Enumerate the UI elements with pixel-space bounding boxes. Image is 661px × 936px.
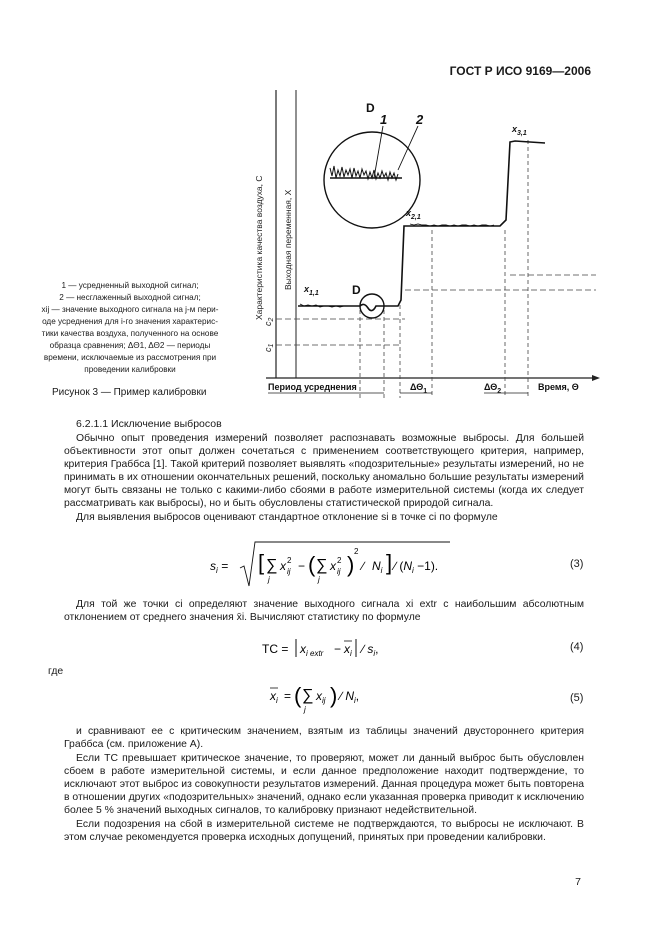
svg-text:xi: $x_i$: [344, 642, 352, 658]
document-header: ГОСТ Р ИСО 9169—2006: [449, 64, 591, 78]
svg-text:TC =: TC =: [262, 642, 289, 656]
label-x31: $x_{3,1}$: [512, 124, 527, 137]
svg-text:∕ Ni,: ∕ $N_i$,: [340, 689, 360, 705]
y-axis-label-outer: Характеристика качества воздуха, C: [254, 175, 264, 320]
paragraph-6: [64, 818, 584, 844]
paragraph-4: [64, 725, 584, 751]
output-signal-noise: [300, 224, 494, 307]
svg-text:2: 2: [287, 556, 292, 565]
where-label: где: [48, 666, 64, 677]
legend-line: образца сравнения; ΔΘ1, ΔΘ2 — периоды: [49, 341, 211, 350]
svg-text:xij: $x_{ij}$: [316, 689, 326, 705]
label-x11: $x_{1,1}$: [304, 284, 319, 297]
delta2-label: $\Delta\Theta_2$: [484, 382, 502, 395]
equation-4: [262, 636, 402, 666]
svg-text:si =: $s_i$ =: [210, 559, 229, 575]
svg-text:): ): [330, 683, 338, 708]
legend-line: проведении калибровки: [84, 365, 176, 374]
svg-text:(: (: [308, 552, 316, 577]
svg-text:j: j: [318, 575, 320, 584]
equation-3: [210, 540, 450, 596]
section-number: 6.2.1.1: [76, 418, 109, 430]
inset-label-2: 2: [416, 112, 424, 127]
svg-text:j: j: [304, 705, 306, 714]
svg-text:Ni: $N_i$: [372, 559, 383, 575]
x-axis-arrow: [592, 375, 600, 381]
svg-text:[: [: [258, 550, 265, 575]
svg-text:∕: ∕: [362, 559, 365, 573]
svg-text:(: (: [294, 683, 302, 708]
inset-D-label: D: [366, 101, 375, 115]
svg-text:∑: ∑: [266, 557, 278, 574]
equation-4-number: (4): [570, 641, 584, 653]
paragraph-text: и сравнивают ее с критическим значением, взятым из таблицы значений двустороннего критерия Граббса (см. приложение А).: [64, 726, 584, 750]
figure-caption: Рисунок 3 — Пример калибровки: [52, 387, 207, 398]
y-axis-label-inner: Выходная переменная, X: [283, 189, 293, 290]
section-heading: [76, 418, 222, 430]
legend-line: xij — значение выходного сигнала на j-м пери-: [41, 305, 219, 314]
svg-text:j: j: [268, 575, 270, 584]
section-title: Исключение выбросов: [111, 418, 222, 430]
label-x21: $x_{2,1}$: [406, 208, 421, 221]
paragraph-5: [64, 752, 584, 817]
legend-line: тики качества воздуха, полученного на основе: [41, 329, 219, 338]
equation-5: [268, 678, 388, 724]
svg-text:∑: ∑: [302, 687, 314, 704]
equation-5-svg: [268, 678, 388, 720]
svg-text:∑: ∑: [316, 557, 328, 574]
paragraph-text: Для той же точки ci определяют значение выходного сигнала xi extr с наибольшим абсолютным отклонением от среднего значения x̄i. Вычисляют статистику по формуле: [64, 599, 584, 623]
calibration-figure: [0, 0, 661, 420]
svg-text:−: −: [298, 559, 306, 573]
svg-text:ij: ij: [287, 567, 291, 576]
paragraph-3: [64, 598, 584, 624]
output-signal-curve: [298, 141, 545, 311]
c1-label: $c_1$: [263, 343, 275, 352]
inset-leader-2: [398, 126, 418, 170]
svg-text:∕ si,: ∕ $s_i$,: [362, 642, 379, 658]
inset-leader-1: [374, 126, 383, 178]
svg-text:x: x: [330, 559, 336, 573]
legend-line: 2 — несглаженный выходной сигнал;: [59, 293, 201, 302]
paragraph-text: Для выявления выбросов оценивают стандартное отклонение si в точке ci по формуле: [76, 512, 498, 523]
paragraph-text: Если ТС превышает критическое значение, то проверяют, может ли данный выброс быть обусловлен сбоем в работе измерительной системы, и если данное предположение находит подтверждение, то исключают этот выброс из совокупности результатов измерений. Данная процедура может быть повторена в отношении других «подозрительных» значений, однако если указанная проверка приводит к исключению более 5 % значений выходных сигналов, то калибровку признают недействительной.: [64, 753, 584, 816]
c2-label: $c_2$: [263, 317, 275, 326]
legend-line: оде усреднения для i-го значения характерис-: [42, 317, 218, 326]
svg-text:−: −: [334, 642, 342, 656]
paragraph-2: [64, 511, 584, 524]
x-axis-period-label: Период усреднения: [268, 382, 357, 392]
svg-text:x: x: [280, 559, 286, 573]
detail-D-main: D: [352, 283, 361, 297]
x-axis-time-label: Время, Θ: [538, 382, 579, 392]
equation-3-svg: [210, 540, 450, 592]
legend-line: 1 — усредненный выходной сигнал;: [61, 281, 199, 290]
svg-text:∕ (Ni −1).: ∕ $(N_i -1)$.: [394, 559, 439, 575]
svg-text:2: 2: [354, 547, 359, 556]
svg-text:2: 2: [337, 556, 342, 565]
svg-text:): ): [347, 552, 355, 577]
paragraph-text: Если подозрения на сбой в измерительной системе не подтверждаются, то выбросы не исключают. В этом случае рекомендуется проверка исходных допущений, принятых при проведении калибровки.: [64, 819, 584, 843]
paragraph-text: Обычно опыт проведения измерений позволяет распознавать возможные выбросы. Для большей объективности этот опыт должен сочетаться с применением соответствующего критерия, например, критерия Граббса [1]. Такой критерий позволяет выявлять «подозрительные» результаты измерений, но не принимать в их отношении окончательных решений, поскольку аномально большие результаты измерений могут быть связаны не только с какими-либо сбоями в работе измерительной системы (когда их следует рассматривать как выбросы), но и быть обусловлены статистической природой сигнала.: [64, 433, 584, 509]
legend-line: времени, исключаемые из рассмотрения при: [43, 353, 217, 362]
inset-label-1: 1: [380, 112, 388, 127]
equation-3-number: (3): [570, 558, 584, 570]
page-number: 7: [575, 876, 581, 888]
equation-5-number: (5): [570, 692, 584, 704]
svg-text:=: =: [284, 689, 292, 703]
svg-text:ij: ij: [337, 567, 341, 576]
svg-text:xi extr: $x_{i extr}$: [300, 642, 324, 658]
paragraph-1: [64, 432, 584, 510]
equation-4-svg: [262, 636, 402, 662]
delta1-label: $\Delta\Theta_1$: [410, 382, 428, 395]
svg-text:]: ]: [386, 550, 393, 575]
svg-text:xi: $x_i$: [270, 689, 278, 705]
